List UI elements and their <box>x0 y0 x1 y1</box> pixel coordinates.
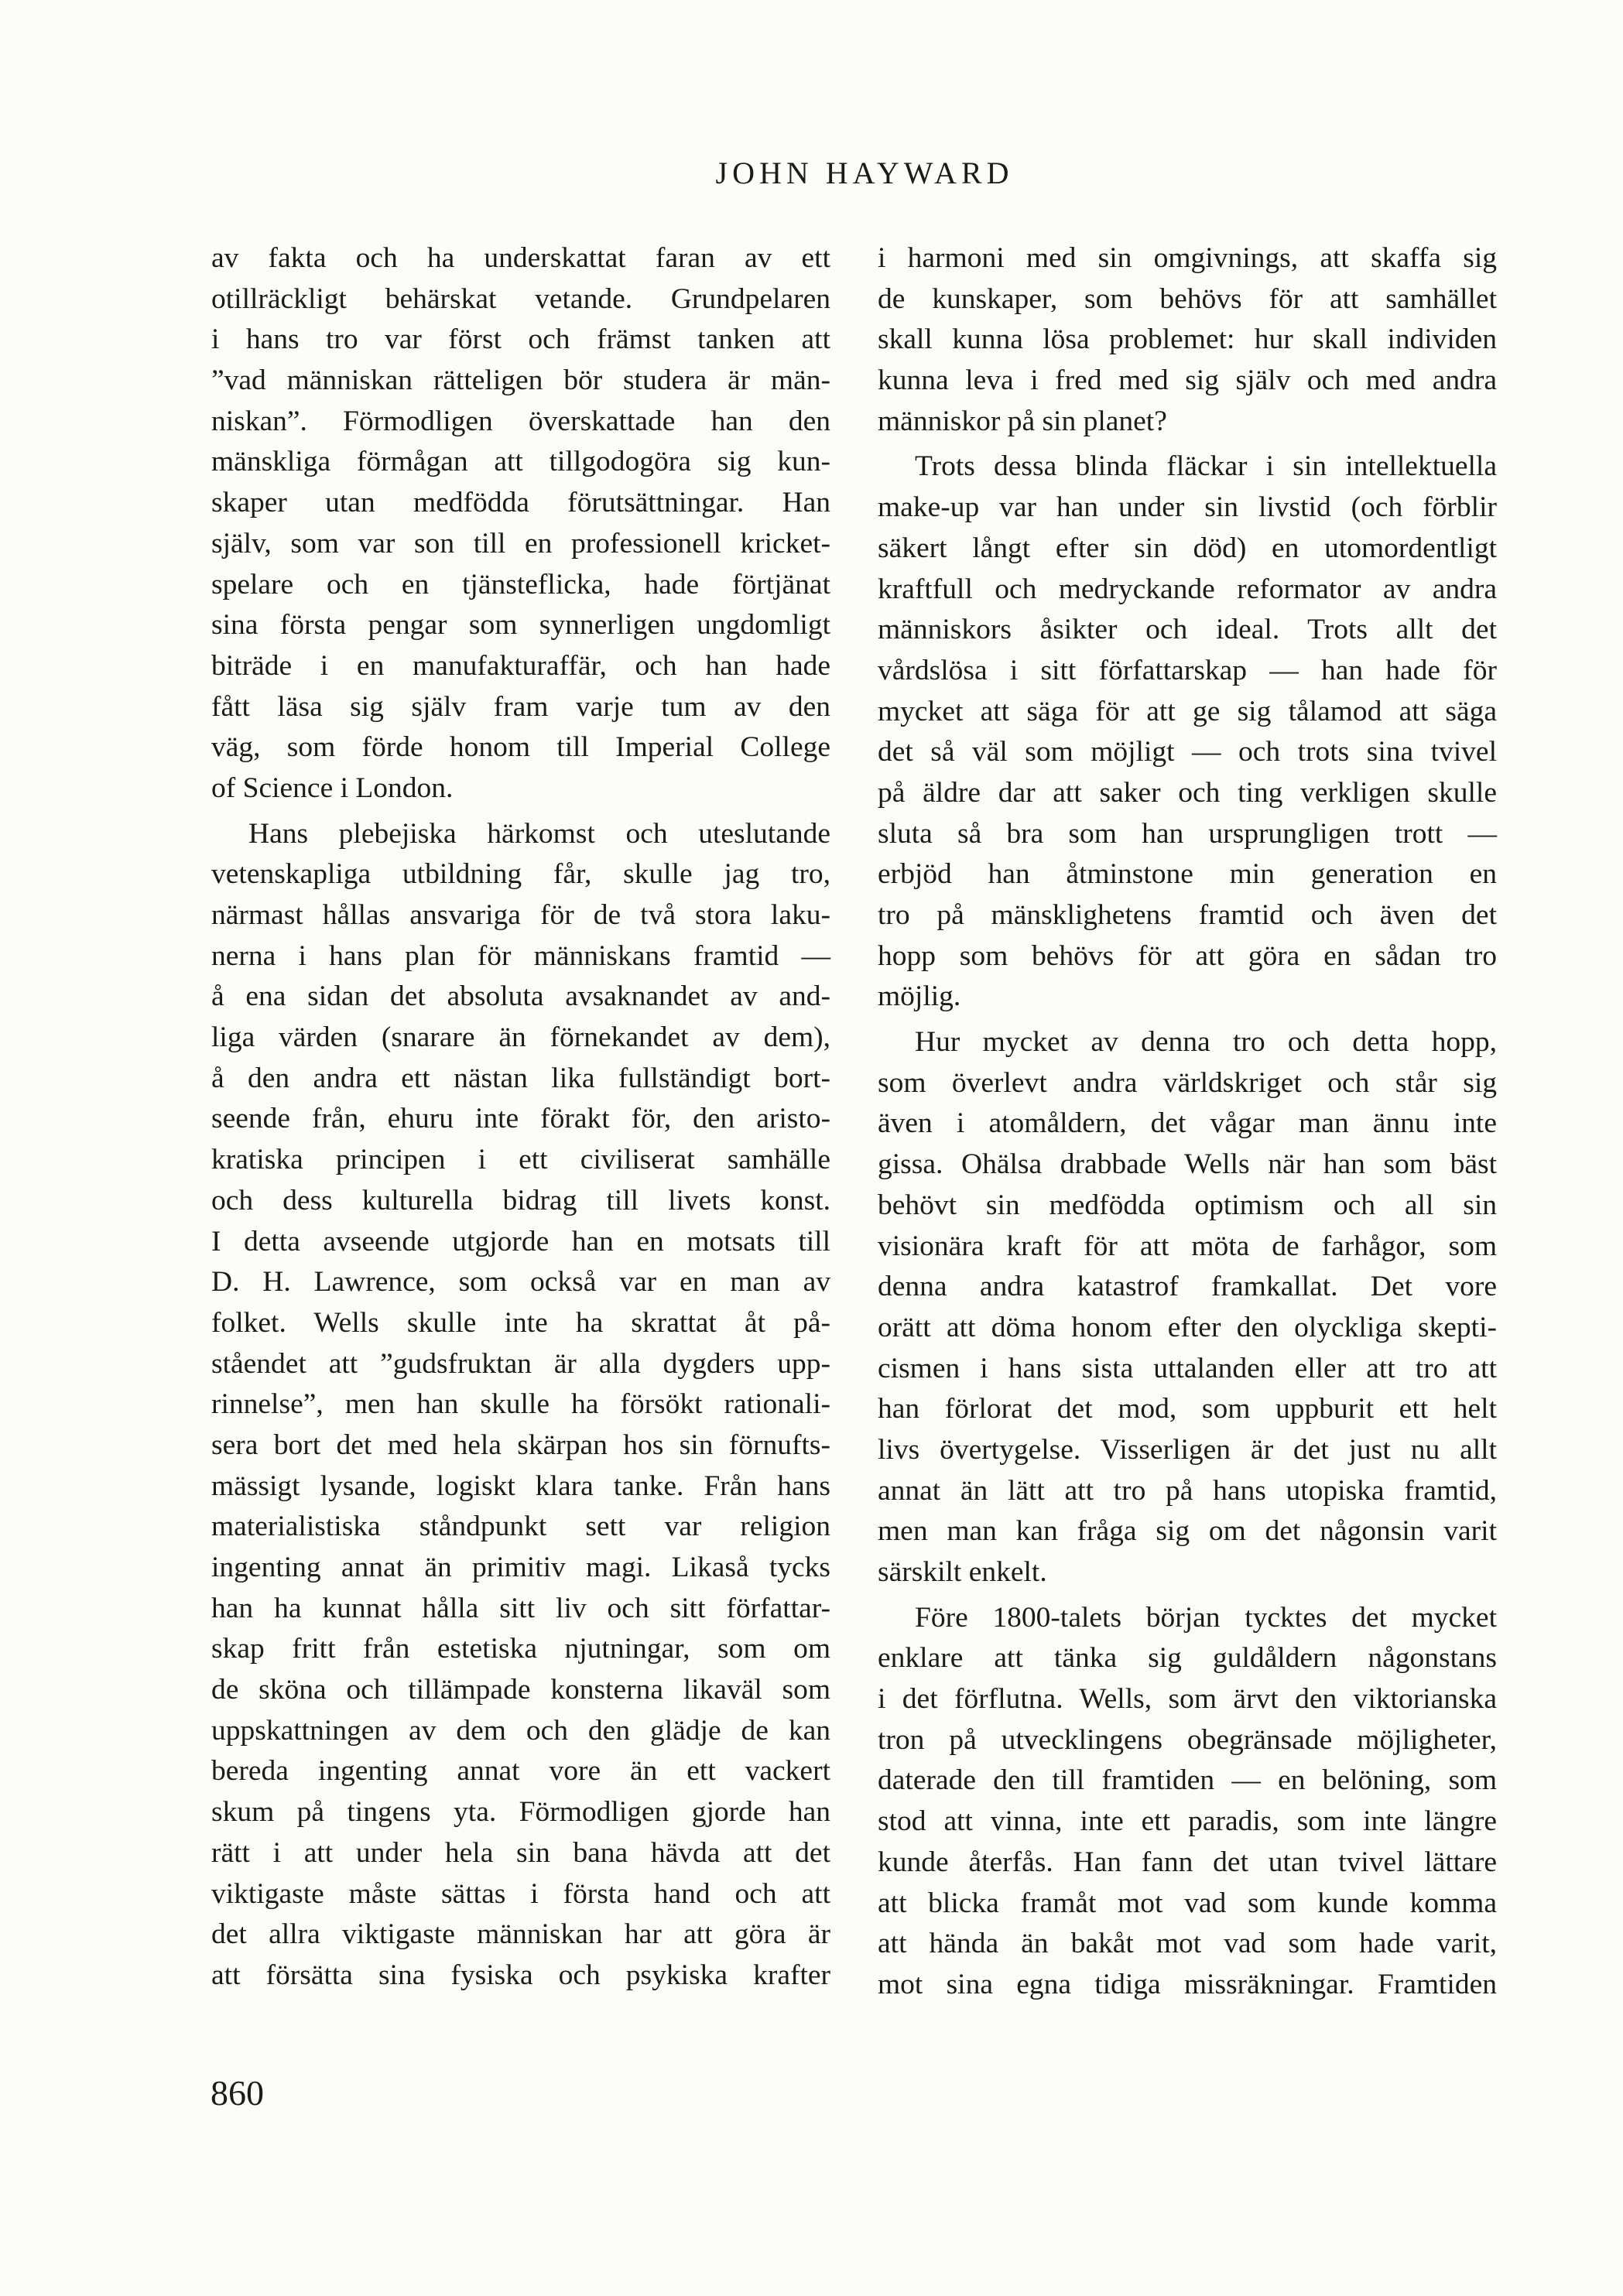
text-line: människors åsikter och ideal. Trots allt det <box>878 614 1497 646</box>
text-line: liga värden (snarare än förnekandet av dem), <box>211 1021 830 1054</box>
text-line: Trots dessa blinda fläckar i sin intellektuella <box>915 450 1497 483</box>
text-line: sera bort det med hela skärpan hos sin förnufts- <box>211 1429 830 1461</box>
text-line: skaper utan medfödda förutsättningar. Han <box>211 487 830 519</box>
text-line: i hans tro var först och främst tanken att <box>211 323 830 356</box>
text-line: det allra viktigaste människan har att göra är <box>211 1918 830 1951</box>
text-line: I detta avseende utgjorde han en motsats till <box>211 1225 830 1257</box>
text-line: att hända än bakåt mot vad som hade varit, <box>878 1928 1497 1960</box>
paragraph <box>878 238 1497 442</box>
text-line: cismen i hans sista uttalanden eller att tro att <box>878 1352 1497 1384</box>
text-line: vetenskapliga utbildning får, skulle jag tro, <box>211 858 830 891</box>
text-line: hopp som behövs för att göra en sådan tro <box>878 939 1497 972</box>
paragraph <box>211 238 830 809</box>
paragraph <box>878 1598 1497 2006</box>
text-line: skum på tingens yta. Förmodligen gjorde han <box>211 1796 830 1829</box>
text-line: människor på sin planet? <box>878 405 1167 437</box>
text-line: nerna i hans plan för människans framtid — <box>211 939 830 972</box>
text-line: mänskliga förmågan att tillgodogöra sig kun- <box>211 446 830 478</box>
text-line: Före 1800-talets början tycktes det mycket <box>915 1601 1497 1634</box>
text-line: mot sina egna tidiga missräkningar. Framtiden <box>878 1968 1497 2000</box>
text-line: enklare att tänka sig guldåldern någonstans <box>878 1642 1497 1675</box>
text-line: gissa. Ohälsa drabbade Wells när han som bäst <box>878 1148 1497 1181</box>
text-line: vårdslösa i sitt författarskap — han hade för <box>878 654 1497 686</box>
left-column <box>211 238 830 2001</box>
text-line: kratiska principen i ett civiliserat samhälle <box>211 1144 830 1176</box>
text-line: å ena sidan det absoluta avsaknandet av and- <box>211 980 830 1013</box>
text-line: skall kunna lösa problemet: hur skall individen <box>878 323 1497 356</box>
text-line: of Science i London. <box>211 772 454 804</box>
paragraph <box>211 814 830 1997</box>
text-line: han ha kunnat hålla sitt liv och sitt författar- <box>211 1592 830 1624</box>
text-line: väg, som förde honom till Imperial College <box>211 731 830 764</box>
paragraph <box>878 1022 1497 1593</box>
text-line: av fakta och ha underskattat faran av ett <box>211 242 830 274</box>
text-line: spelare och en tjänsteflicka, hade förtjänat <box>211 568 830 601</box>
text-line: i det förflutna. Wells, som ärvt den viktorianska <box>878 1683 1497 1716</box>
text-line: mässigt lysande, logiskt klara tanke. Från hans <box>211 1470 830 1502</box>
text-line: sina första pengar som synnerligen ungdomligt <box>211 609 830 642</box>
text-line: visionära kraft för att möta de farhågor, som <box>878 1230 1497 1262</box>
text-line: kunna leva i fred med sig själv och med andra <box>878 364 1497 397</box>
text-line: uppskattningen av dem och den glädje de kan <box>211 1714 830 1747</box>
text-line: de sköna och tillämpade konsterna likaväl som <box>211 1674 830 1706</box>
text-line: viktigaste måste sättas i första hand och att <box>211 1877 830 1910</box>
text-line: kunde återfås. Han fann det utan tvivel lättare <box>878 1846 1497 1878</box>
text-line: orätt att döma honom efter den olyckliga skepti- <box>878 1311 1497 1343</box>
text-line: biträde i en manufakturaffär, och han hade <box>211 649 830 682</box>
running-head: JOHN HAYWARD <box>715 156 1014 190</box>
text-line: folket. Wells skulle inte ha skrattat åt på- <box>211 1306 830 1339</box>
text-line: det så väl som möjligt — och trots sina tvivel <box>878 736 1497 768</box>
text-line: materialistiska ståndpunkt sett var religion <box>211 1511 830 1543</box>
text-line: ingenting annat än primitiv magi. Likaså tycks <box>211 1552 830 1583</box>
text-line: att försätta sina fysiska och psykiska krafter <box>211 1959 830 1991</box>
text-line: närmast hållas ansvariga för de två stora laku- <box>211 899 830 931</box>
text-line: möjlig. <box>878 980 961 1013</box>
text-line: annat än lätt att tro på hans utopiska framtid, <box>878 1474 1497 1507</box>
text-line: i harmoni med sin omgivnings, att skaffa sig <box>878 242 1497 274</box>
text-line: särskilt enkelt. <box>878 1556 1047 1588</box>
text-line: på äldre dar att saker och ting verkligen skulle <box>878 776 1497 809</box>
text-line: behövt sin medfödda optimism och all sin <box>878 1189 1497 1221</box>
text-line: säkert långt efter sin död) en utomordentligt <box>878 532 1497 564</box>
text-line: att blicka framåt mot vad som kunde komma <box>878 1887 1497 1919</box>
text-line: make-up var han under sin livstid (och förblir <box>878 491 1497 524</box>
right-column <box>878 238 1497 2010</box>
text-line: som överlevt andra världskriget och står sig <box>878 1066 1497 1099</box>
text-line: seende från, ehuru inte förakt för, den aristo- <box>211 1103 830 1135</box>
text-line: denna andra katastrof framkallat. Det vore <box>878 1271 1497 1303</box>
text-line: D. H. Lawrence, som också var en man av <box>211 1266 830 1299</box>
text-line: han förlorat det mod, som uppburit ett helt <box>878 1393 1497 1425</box>
text-line: ståendet att ”gudsfruktan är alla dygders upp- <box>211 1347 830 1380</box>
text-line: niskan”. Förmodligen överskattade han den <box>211 405 830 437</box>
text-line: ”vad människan rätteligen bör studera är män- <box>211 364 830 397</box>
paragraph <box>878 447 1497 1018</box>
text-line: kraftfull och medryckande reformator av andra <box>878 573 1497 605</box>
text-line: Hans plebejiska härkomst och uteslutande <box>248 817 830 850</box>
text-line: Hur mycket av denna tro och detta hopp, <box>915 1026 1497 1059</box>
text-line: tron på utvecklingens obegränsade möjligheter, <box>878 1723 1497 1756</box>
text-line: mycket att säga för att ge sig tålamod att säga <box>878 695 1497 727</box>
text-line: livs övertygelse. Visserligen är det just nu allt <box>878 1433 1497 1466</box>
text-line: de kunskaper, som behövs för att samhället <box>878 282 1497 315</box>
text-line: själv, som var son till en professionell kricket- <box>211 527 830 559</box>
text-line: bereda ingenting annat vore än ett vackert <box>211 1755 830 1788</box>
text-line: daterade den till framtiden — en belöning, som <box>878 1764 1497 1797</box>
text-line: men man kan fråga sig om det någonsin varit <box>878 1515 1497 1548</box>
text-line: rinnelse”, men han skulle ha försökt rationali- <box>211 1388 830 1421</box>
text-line: otillräckligt behärskat vetande. Grundpelaren <box>211 282 830 315</box>
text-line: skap fritt från estetiska njutningar, som om <box>211 1633 830 1665</box>
text-line: fått läsa sig själv fram varje tum av den <box>211 690 830 723</box>
text-line: sluta så bra som han ursprungligen trott — <box>878 817 1497 850</box>
text-line: rätt i att under hela sin bana hävda att det <box>211 1836 830 1869</box>
text-line: å den andra ett nästan lika fullständigt bort- <box>211 1062 830 1094</box>
text-line: tro på mänsklighetens framtid och även det <box>878 899 1497 931</box>
text-line: och dess kulturella bidrag till livets konst. <box>211 1184 830 1216</box>
text-line: stod att vinna, inte ett paradis, som inte längre <box>878 1805 1497 1838</box>
text-line: även i atomåldern, det vågar man ännu inte <box>878 1107 1497 1140</box>
text-line: erbjöd han åtminstone min generation en <box>878 858 1497 891</box>
page-number: 860 <box>211 2073 264 2113</box>
